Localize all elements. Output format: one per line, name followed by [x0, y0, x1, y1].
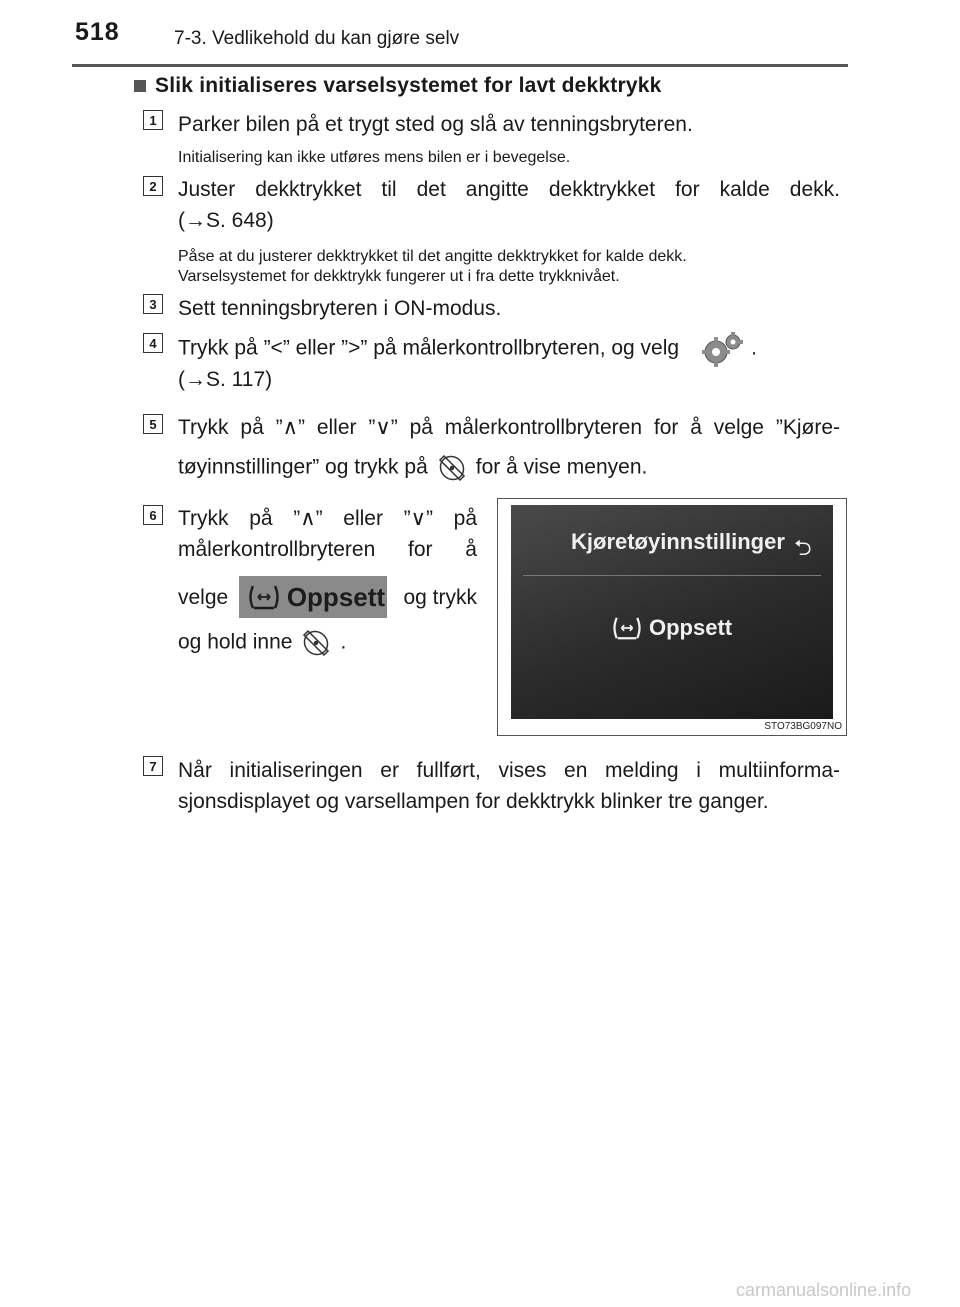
step-5-line2-text: tøyinnstillinger” og trykk på — [178, 455, 428, 479]
step-6-line2: målerkontrollbryteren for å — [178, 538, 477, 561]
oppsett-chip-label: Oppsett — [286, 581, 386, 612]
step-5-line2 — [178, 450, 647, 486]
tire-pressure-icon — [611, 615, 643, 641]
header-rule — [72, 64, 848, 67]
step-6-line4-end: . — [340, 630, 347, 654]
step-1-text: Parker bilen på et trygt sted og slå av tenningsbryteren. — [178, 113, 693, 136]
step-7-line2: sjonsdisplayet og varsellampen for dekktrykk blinker tre ganger. — [178, 790, 769, 813]
step-6-line4 — [178, 625, 346, 661]
multi-information-display — [511, 505, 833, 719]
step-2-note1: Påse at du justerer dekktrykket til det angitte dekktrykket for kalde dekk. — [178, 248, 687, 265]
back-arrow-icon: ⮌ — [794, 535, 812, 560]
meter-control-switch-icon — [434, 450, 470, 486]
section-title: 7-3. Vedlikehold du kan gjøre selv — [174, 28, 460, 49]
display-illustration — [497, 498, 847, 736]
step-1-note: Initialisering kan ikke utføres mens bilen er i bevegelse. — [178, 149, 571, 166]
step-4-line1-end: . — [751, 336, 757, 360]
step-6-line3 — [178, 576, 477, 618]
watermark: carmanualsonline.info — [736, 1280, 912, 1300]
step-number-1: 1 — [143, 110, 163, 130]
display-divider — [523, 575, 821, 576]
oppsett-menu-chip — [239, 576, 387, 618]
step-number-5: 5 — [143, 414, 163, 434]
meter-control-switch-icon — [298, 625, 334, 661]
step-3-text: Sett tenningsbryteren i ON-modus. — [178, 297, 502, 320]
tire-pressure-icon — [247, 583, 281, 611]
display-menu-item — [611, 615, 732, 641]
step-number-4: 4 — [143, 333, 163, 353]
step-number-3: 3 — [143, 294, 163, 314]
page-number: 518 — [75, 18, 120, 46]
step-5-line2-end: for å vise menyen. — [475, 455, 648, 479]
step-6-line4-text: og hold inne — [178, 630, 293, 654]
step-6-line1: Trykk på ”∧” eller ”∨” på — [178, 507, 477, 530]
display-title: Kjøretøyinnstillinger — [571, 529, 785, 554]
section-heading — [134, 74, 662, 98]
step-6-line3-text: velge — [178, 585, 229, 609]
step-4-line2: (→S. 117) — [178, 368, 273, 391]
gear-icon — [699, 331, 745, 367]
step-number-7: 7 — [143, 756, 163, 776]
step-2-line1: Juster dekktrykket til det angitte dekktrykket for kalde dekk. — [178, 178, 840, 201]
illustration-code: STO73BG097NO — [764, 721, 842, 732]
step-2-line2: (→S. 648) — [178, 209, 274, 232]
section-heading-text: Slik initialiseres varselsystemet for lavt dekktrykk — [155, 74, 662, 97]
bullet-square-icon — [134, 80, 146, 92]
step-4-line1 — [178, 331, 757, 367]
step-5-line1: Trykk på ”∧” eller ”∨” på målerkontrollbryteren for å velge ”Kjøre- — [178, 416, 840, 439]
display-menu-item-label: Oppsett — [649, 615, 733, 640]
step-6-line3-end: og trykk — [403, 585, 477, 609]
step-4-line1-text: Trykk på ”<” eller ”>” på målerkontrollbryteren, og velg — [178, 336, 680, 360]
step-number-2: 2 — [143, 176, 163, 196]
step-2-note2: Varselsystemet for dekktrykk fungerer ut i fra dette trykknivået. — [178, 268, 620, 285]
step-7-line1: Når initialiseringen er fullført, vises en melding i multiinforma- — [178, 759, 840, 782]
step-number-6: 6 — [143, 505, 163, 525]
